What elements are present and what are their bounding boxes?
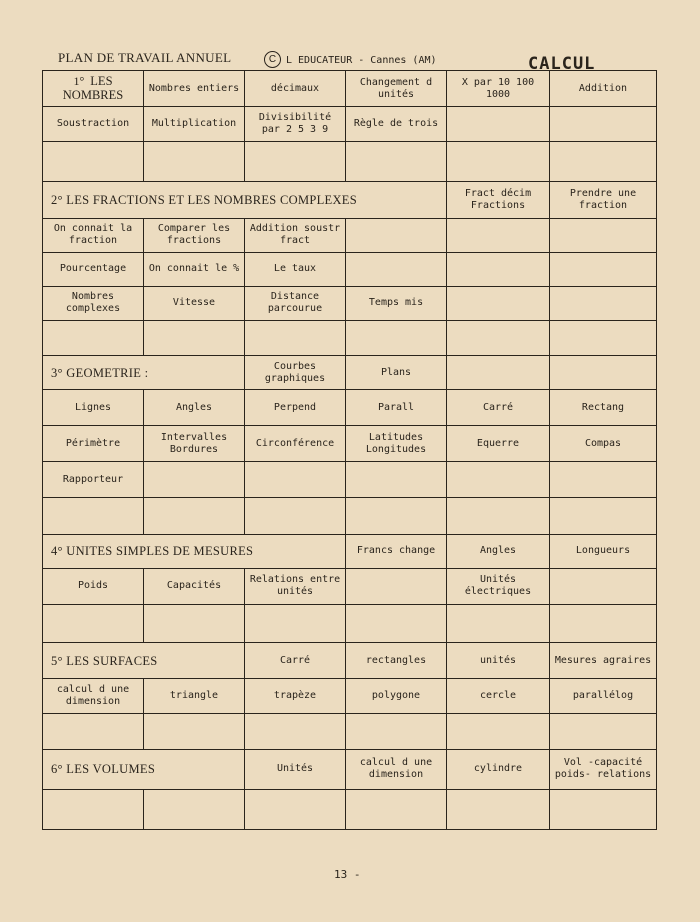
cell: Distance parcourue — [245, 286, 346, 320]
section-6-header-row — [43, 749, 657, 789]
cell: Vitesse — [144, 286, 245, 320]
cell: Vol -capacité poids- relations — [550, 749, 657, 789]
section-6-title: 6° LES VOLUMES — [43, 749, 245, 789]
section-1-number: 1° — [73, 73, 85, 88]
cell — [550, 356, 657, 390]
cell: Rectang — [550, 390, 657, 426]
cell: décimaux — [245, 71, 346, 107]
cell: On connait le % — [144, 252, 245, 286]
cell: Addition — [550, 71, 657, 107]
section-4-title: 4° UNITES SIMPLES DE MESURES — [43, 534, 346, 568]
cell: Capacités — [144, 568, 245, 604]
cell — [550, 497, 657, 534]
cell — [447, 789, 550, 829]
cell — [144, 789, 245, 829]
cell — [245, 142, 346, 182]
section-5-title: 5° LES SURFACES — [43, 643, 245, 679]
section-3-header-row — [43, 356, 657, 390]
cell — [144, 497, 245, 534]
cell — [550, 286, 657, 320]
table-row — [43, 497, 657, 534]
cell — [447, 252, 550, 286]
cell — [550, 252, 657, 286]
cell: Fract décim Fractions — [447, 182, 550, 218]
cell: Divisibilité par 2 5 3 9 — [245, 107, 346, 142]
table-row — [43, 789, 657, 829]
table-row — [43, 252, 657, 286]
section-2-header-row — [43, 182, 657, 218]
cell — [447, 320, 550, 355]
cell: Unités électriques — [447, 568, 550, 604]
cell: Nombres entiers — [144, 71, 245, 107]
cell — [43, 605, 144, 643]
cell — [245, 789, 346, 829]
cell — [447, 286, 550, 320]
table-row — [43, 679, 657, 714]
cell — [245, 605, 346, 643]
cell: Carré — [245, 643, 346, 679]
cell — [43, 714, 144, 749]
section-1-header-row — [43, 71, 657, 107]
table-row — [43, 426, 657, 462]
cell — [447, 107, 550, 142]
cell — [550, 142, 657, 182]
cell: Angles — [447, 534, 550, 568]
cell — [245, 320, 346, 355]
cell: Latitudes Longitudes — [346, 426, 447, 462]
cell: Mesures agraires — [550, 643, 657, 679]
cell — [346, 320, 447, 355]
cell — [346, 605, 447, 643]
cell: Poids — [43, 568, 144, 604]
cell — [447, 142, 550, 182]
cell: Périmètre — [43, 426, 144, 462]
cell — [245, 714, 346, 749]
cell: Courbes graphiques — [245, 356, 346, 390]
cell — [447, 218, 550, 252]
cell — [43, 789, 144, 829]
table-row — [43, 218, 657, 252]
cell — [346, 497, 447, 534]
cell: calcul d une dimension — [43, 679, 144, 714]
work-plan-table — [42, 70, 657, 830]
cell — [346, 462, 447, 497]
cell: Règle de trois — [346, 107, 447, 142]
plan-title: PLAN DE TRAVAIL ANNUEL — [58, 50, 232, 65]
cell: Perpend — [245, 390, 346, 426]
cell — [447, 462, 550, 497]
cell: Temps mis — [346, 286, 447, 320]
cell: Lignes — [43, 390, 144, 426]
cell: Prendre une fraction — [550, 182, 657, 218]
subject-title: CALCUL — [528, 54, 596, 74]
cell: unités — [447, 643, 550, 679]
cell: Carré — [447, 390, 550, 426]
table-row — [43, 107, 657, 142]
section-1-title — [43, 71, 144, 107]
cell: Addition soustr fract — [245, 218, 346, 252]
cell: Circonférence — [245, 426, 346, 462]
cell — [550, 714, 657, 749]
cell: cylindre — [447, 749, 550, 789]
cell — [447, 605, 550, 643]
cell: Parall — [346, 390, 447, 426]
section-4-header-row — [43, 534, 657, 568]
cell — [43, 497, 144, 534]
table-row — [43, 568, 657, 604]
cell: Angles — [144, 390, 245, 426]
cell: Soustraction — [43, 107, 144, 142]
cell: cercle — [447, 679, 550, 714]
cell — [144, 320, 245, 355]
section-3-title: 3° GEOMETRIE : — [43, 356, 245, 390]
cell — [346, 142, 447, 182]
cell: Multiplication — [144, 107, 245, 142]
cell: Intervalles Bordures — [144, 426, 245, 462]
cell — [447, 714, 550, 749]
cell: rectangles — [346, 643, 447, 679]
cell — [346, 218, 447, 252]
cell — [245, 462, 346, 497]
cell: Le taux — [245, 252, 346, 286]
cell — [43, 142, 144, 182]
cell — [550, 605, 657, 643]
cell — [346, 789, 447, 829]
cell — [144, 462, 245, 497]
table-row — [43, 390, 657, 426]
cell: triangle — [144, 679, 245, 714]
cell — [447, 356, 550, 390]
table-row — [43, 462, 657, 497]
cell: calcul d une dimension — [346, 749, 447, 789]
table-row — [43, 286, 657, 320]
cell — [447, 497, 550, 534]
cell — [550, 568, 657, 604]
copyright-mark: C — [264, 51, 281, 68]
cell — [144, 714, 245, 749]
cell — [550, 107, 657, 142]
page-number: 13 - — [334, 868, 361, 881]
cell — [550, 789, 657, 829]
cell: Longueurs — [550, 534, 657, 568]
table-row — [43, 142, 657, 182]
cell: X par 10 100 1000 — [447, 71, 550, 107]
cell: Unités — [245, 749, 346, 789]
cell: Compas — [550, 426, 657, 462]
cell: Changement d unités — [346, 71, 447, 107]
cell: Relations entre unités — [245, 568, 346, 604]
cell — [346, 714, 447, 749]
cell — [550, 320, 657, 355]
cell: parallélog — [550, 679, 657, 714]
cell: Plans — [346, 356, 447, 390]
cell — [550, 218, 657, 252]
cell: Pourcentage — [43, 252, 144, 286]
section-2-title: 2° LES FRACTIONS ET LES NOMBRES COMPLEXES — [43, 182, 447, 218]
section-1-label: LES NOMBRES — [62, 73, 124, 102]
cell — [43, 320, 144, 355]
table-row — [43, 714, 657, 749]
cell — [144, 605, 245, 643]
table-row — [43, 320, 657, 355]
cell — [346, 252, 447, 286]
cell — [346, 568, 447, 604]
section-5-header-row — [43, 643, 657, 679]
cell — [144, 142, 245, 182]
publisher-line: L EDUCATEUR - Cannes (AM) — [286, 55, 437, 66]
cell: trapèze — [245, 679, 346, 714]
table-row — [43, 605, 657, 643]
cell: Nombres complexes — [43, 286, 144, 320]
cell: Rapporteur — [43, 462, 144, 497]
cell — [550, 462, 657, 497]
cell: Francs change — [346, 534, 447, 568]
cell: Equerre — [447, 426, 550, 462]
cell: Comparer les fractions — [144, 218, 245, 252]
cell — [245, 497, 346, 534]
cell: On connait la fraction — [43, 218, 144, 252]
cell: polygone — [346, 679, 447, 714]
